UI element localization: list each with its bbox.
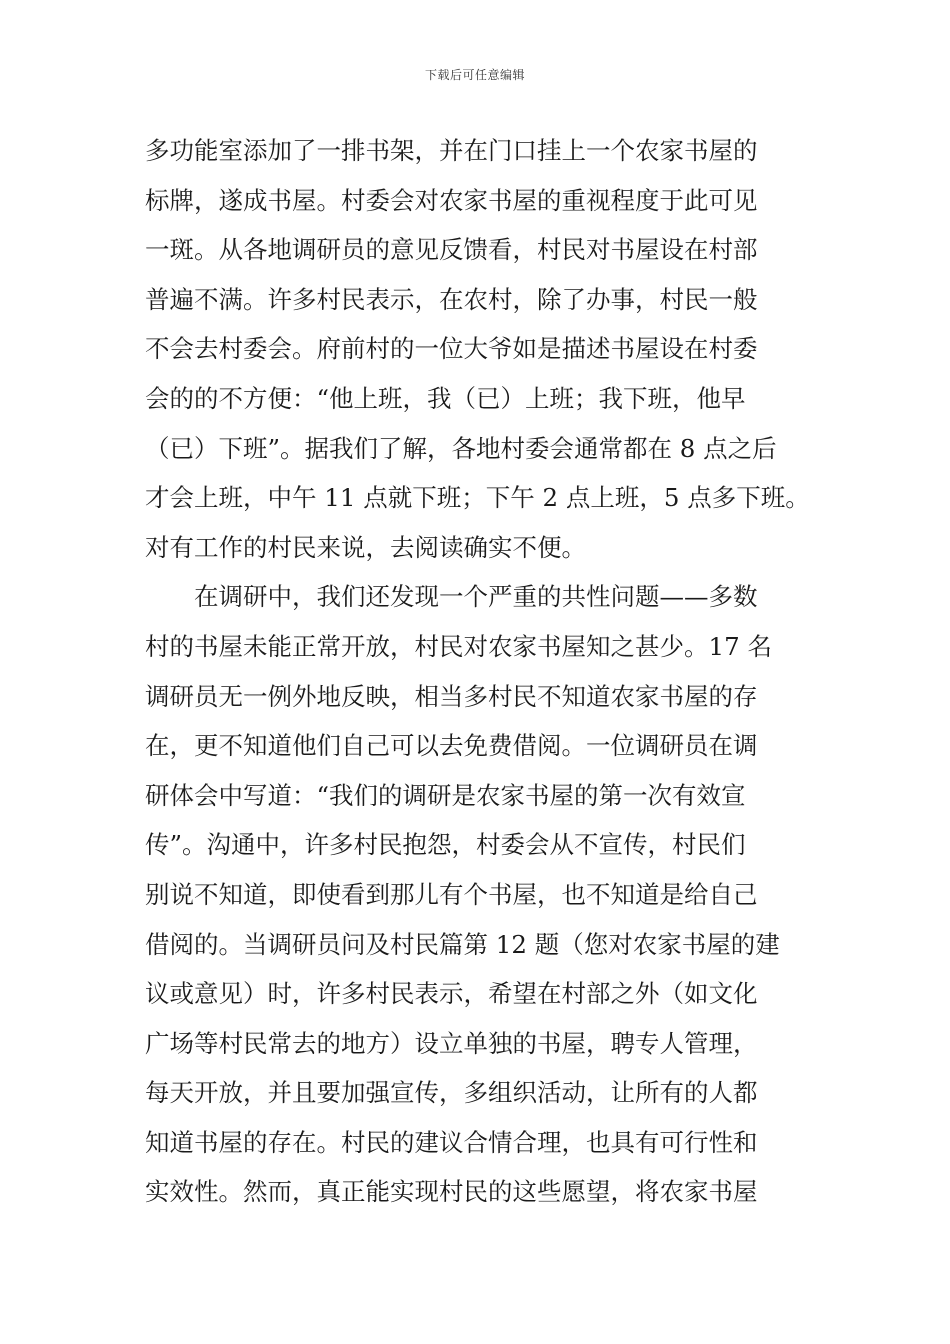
text-line: 研体会中写道：“我们的调研是农家书屋的第一次有效宣: [145, 780, 746, 810]
text-line: 广场等村民常去的地方）设立单独的书屋，聘专人管理，: [145, 1028, 758, 1058]
text-line: 在，更不知道他们自己可以去免费借阅。一位调研员在调: [145, 731, 758, 761]
text-line: 会的的不方便：“他上班，我（已）上班；我下班，他早: [145, 383, 746, 413]
text-line: 在调研中，我们还发现一个严重的共性问题——多数: [145, 582, 758, 612]
text-line: 每天开放，并且要加强宣传，多组织活动，让所有的人都: [145, 1078, 758, 1108]
text-line: 议或意见）时，许多村民表示，希望在村部之外（如文化: [145, 979, 758, 1009]
text-line: （已）下班”。据我们了解，各地村委会通常都在 8 点之后: [145, 433, 777, 463]
text-line: 对有工作的村民来说，去阅读确实不便。: [145, 532, 586, 562]
text-line: 村的书屋未能正常开放，村民对农家书屋知之甚少。17 名: [145, 631, 772, 661]
text-line: 传”。沟通中，许多村民抱怨，村委会从不宣传，村民们: [145, 830, 746, 860]
text-line: 标牌，遂成书屋。村委会对农家书屋的重视程度于此可见: [145, 185, 758, 215]
body-text: [145, 126, 825, 1217]
text-line: 借阅的。当调研员问及村民篇第 12 题（您对农家书屋的建: [145, 929, 780, 959]
text-line: 才会上班，中午 11 点就下班；下午 2 点上班，5 点多下班。: [145, 483, 810, 513]
text-line: 不会去村委会。府前村的一位大爷如是描述书屋设在村委: [145, 334, 758, 364]
text-line: 多功能室添加了一排书架，并在门口挂上一个农家书屋的: [145, 136, 758, 165]
text-line: 别说不知道，即使看到那儿有个书屋，也不知道是给自己: [145, 879, 758, 909]
text-line: 普遍不满。许多村民表示，在农村，除了办事，村民一般: [145, 284, 758, 314]
text-line: 实效性。然而，真正能实现村民的这些愿望，将农家书屋: [145, 1177, 758, 1207]
page-header-note: 下载后可任意编辑: [424, 68, 525, 82]
text-line: 知道书屋的存在。村民的建议合情合理，也具有可行性和: [145, 1127, 758, 1157]
text-line: 一斑。从各地调研员的意见反馈看，村民对书屋设在村部: [145, 235, 758, 265]
text-line: 调研员无一例外地反映，相当多村民不知道农家书屋的存: [145, 681, 758, 711]
